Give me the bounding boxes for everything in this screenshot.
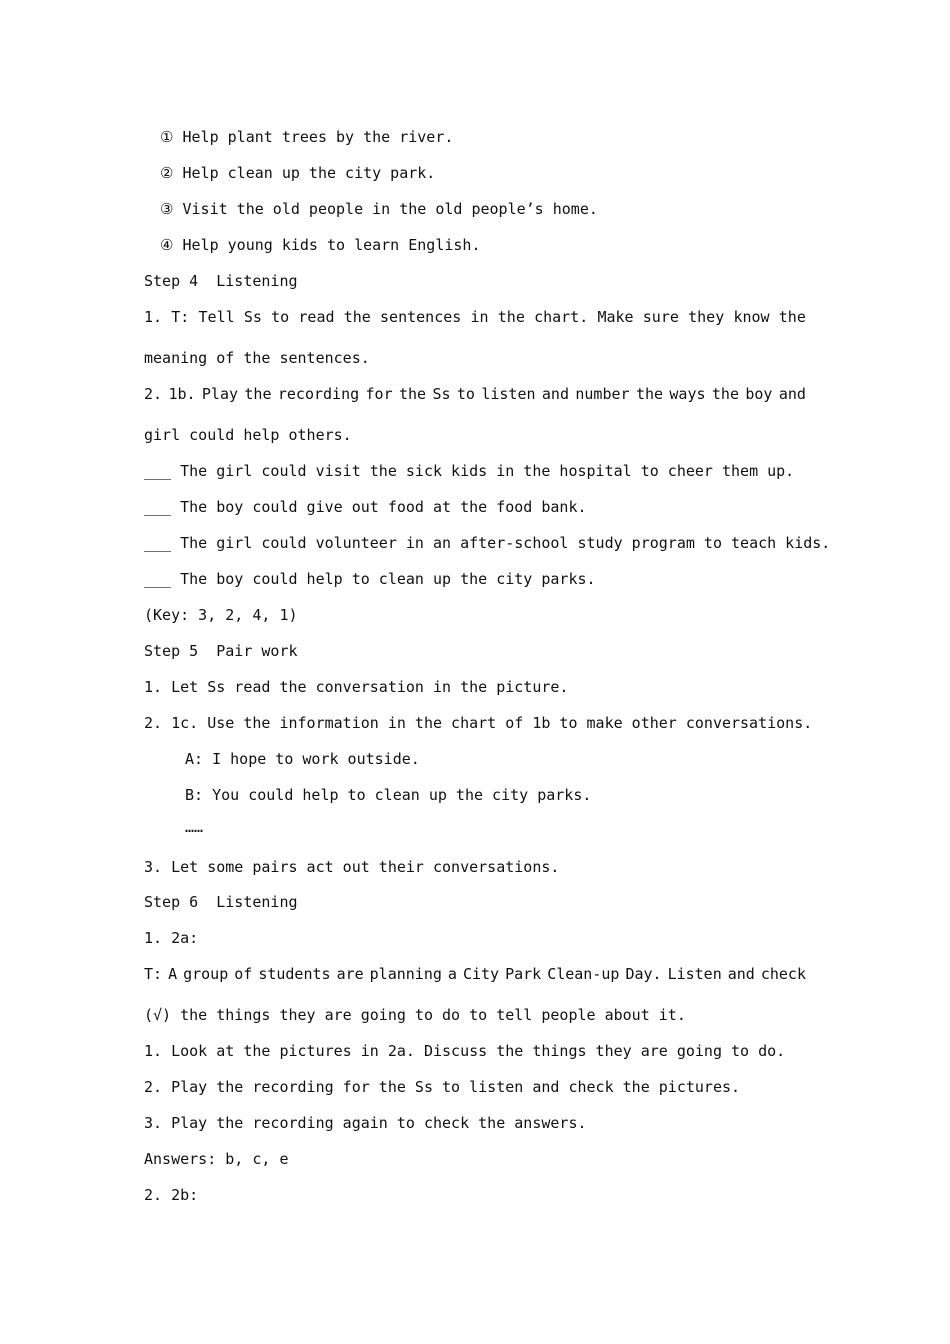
word: boy: [745, 385, 773, 403]
list-item: ③ Visit the old people in the old people’s home.: [160, 200, 598, 218]
word: read: [298, 308, 335, 326]
dialog-line-a: A: I hope to work outside.: [185, 750, 420, 768]
step6-item1: 1. Look at the pictures in 2a. Discuss the things they are going to do.: [144, 1042, 786, 1060]
word: a: [447, 965, 457, 983]
word: students: [258, 965, 331, 983]
dialog-line-b: B: You could help to clean up the city parks.: [185, 786, 592, 804]
dialog-ellipsis: ……: [185, 818, 204, 836]
word: are: [336, 965, 364, 983]
word: to: [456, 385, 475, 403]
word: the: [778, 308, 806, 326]
word: for: [365, 385, 393, 403]
step5-item1: 1. Let Ss read the conversation in the picture.: [144, 678, 569, 696]
word: the: [635, 385, 664, 403]
step6-t-line2: (√) the things they are going to do to tell people about it.: [144, 1006, 686, 1024]
answer-blank: ___: [144, 498, 172, 516]
word: T:: [144, 965, 163, 983]
step6-item2: 2. Play the recording for the Ss to listen and check the pictures.: [144, 1078, 741, 1096]
step6-sub1: 1. 2a:: [144, 929, 199, 947]
step6-answers: Answers: b, c, e: [144, 1150, 289, 1168]
word: number: [575, 385, 630, 403]
step5-item2: 2. 1c. Use the information in the chart of 1b to make other conversations.: [144, 714, 813, 732]
word: chart.: [534, 308, 589, 326]
word: Clean-up: [547, 965, 620, 983]
step4-item2-line1: [144, 384, 806, 404]
step6-heading: Step 6 Listening: [144, 893, 298, 911]
step4-item1-line2: meaning of the sentences.: [144, 349, 370, 367]
word: group: [183, 965, 229, 983]
step6-t-line1: [144, 964, 806, 984]
word: the: [343, 308, 371, 326]
step4-item2-line2: girl could help others.: [144, 426, 352, 444]
word: City: [462, 965, 500, 983]
step6-item3: 3. Play the recording again to check the answers.: [144, 1114, 587, 1132]
word: Day.: [625, 965, 662, 983]
word: the: [497, 308, 525, 326]
step5-item3: 3. Let some pairs act out their conversations.: [144, 858, 560, 876]
answer-option-text: The boy could give out food at the food bank.: [180, 498, 587, 516]
answer-option-text: The boy could help to clean up the city parks.: [180, 570, 596, 588]
word: ways: [669, 385, 706, 403]
answer-blank: ___: [144, 462, 172, 480]
answer-option: [144, 569, 596, 589]
word: the: [399, 385, 427, 403]
word: A: [168, 965, 178, 983]
answer-option: [144, 461, 794, 481]
word: they: [688, 308, 725, 326]
word: in: [470, 308, 489, 326]
step5-heading: Step 5 Pair work: [144, 642, 298, 660]
word: sentences: [380, 308, 462, 326]
answer-option-text: The girl could visit the sick kids in the hospital to cheer them up.: [180, 462, 795, 480]
word: Park: [505, 965, 542, 983]
answer-key: (Key: 3, 2, 4, 1): [144, 606, 298, 624]
list-item: ① Help plant trees by the river.: [160, 128, 454, 146]
word: to: [271, 308, 290, 326]
step4-heading: Step 4 Listening: [144, 272, 298, 290]
word: Ss: [432, 385, 451, 403]
word: Tell: [198, 308, 235, 326]
step6-sub2: 2. 2b:: [144, 1186, 199, 1204]
word: and: [727, 965, 755, 983]
word: of: [234, 965, 253, 983]
word: listen: [481, 385, 536, 403]
word: Listen: [667, 965, 722, 983]
word: Play: [201, 385, 239, 403]
word: know: [733, 308, 770, 326]
step4-item1-line1: [144, 307, 806, 327]
list-item: ② Help clean up the city park.: [160, 164, 436, 182]
word: planning: [369, 965, 442, 983]
word: 1.: [144, 308, 163, 326]
word: check: [760, 965, 806, 983]
word: 2.: [144, 385, 163, 403]
word: sure: [642, 308, 679, 326]
word: and: [778, 385, 806, 403]
word: T:: [171, 308, 190, 326]
answer-option-text: The girl could volunteer in an after-school study program to teach kids.: [180, 534, 831, 552]
word: and: [541, 385, 569, 403]
list-item: ④ Help young kids to learn English.: [160, 236, 481, 254]
word: recording: [277, 385, 360, 403]
word: the: [711, 385, 739, 403]
word: 1b.: [168, 385, 196, 403]
answer-option: [144, 533, 830, 553]
word: Make: [597, 308, 634, 326]
word: Ss: [243, 308, 262, 326]
answer-option: [144, 497, 587, 517]
word: the: [244, 385, 272, 403]
answer-blank: ___: [144, 534, 172, 552]
answer-blank: ___: [144, 570, 172, 588]
